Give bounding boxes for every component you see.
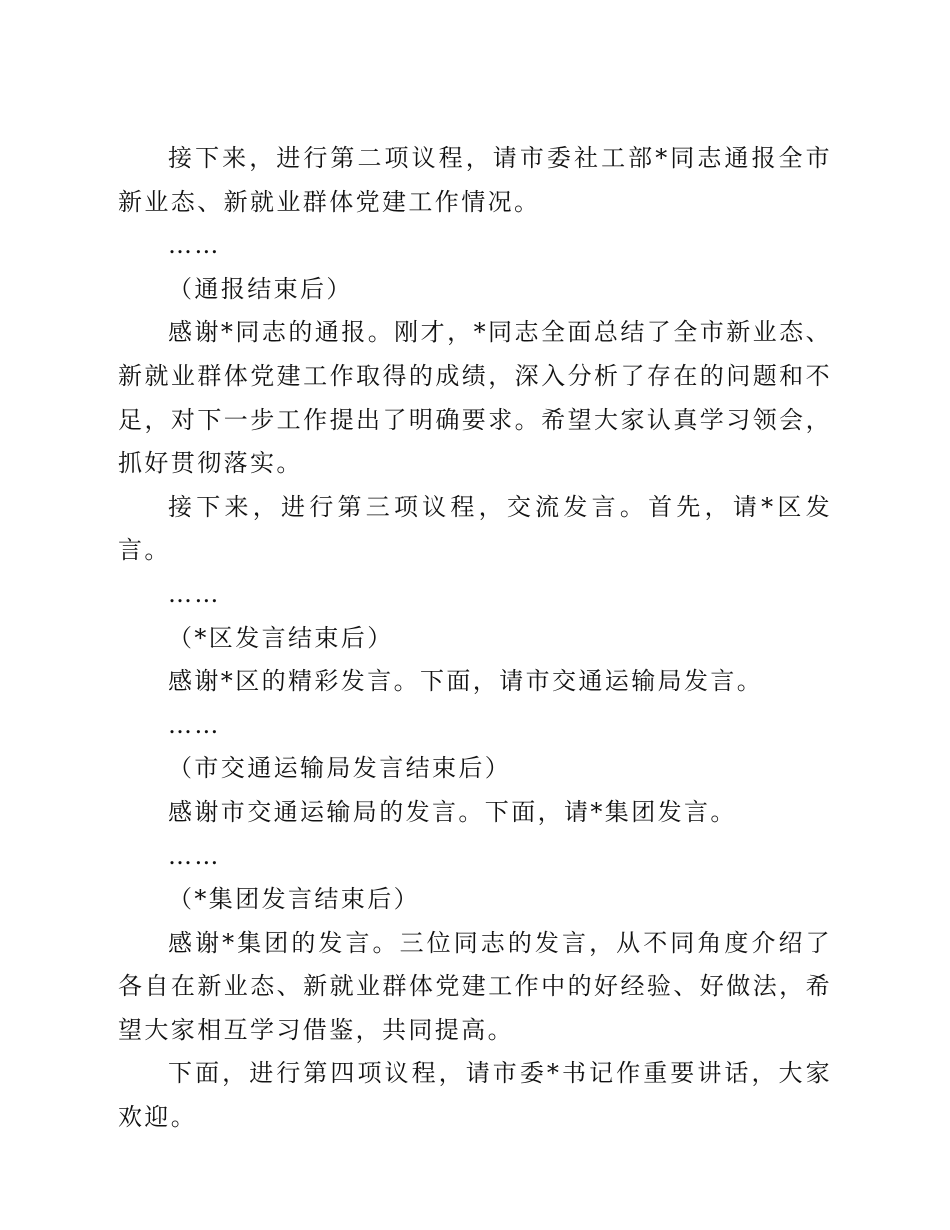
stage-note: （通报结束后） [168, 274, 353, 303]
ellipsis-line: …… [168, 710, 221, 739]
paragraph-agenda-item-four: 下面，进行第四项议程，请市委*书记作重要讲话，大家欢迎。 [118, 1059, 832, 1132]
paragraph-agenda-item-two: 接下来，进行第二项议程，请市委社工部*同志通报全市新业态、新就业群体党建工作情况。 [118, 144, 832, 216]
paragraph-agenda-item-three: 接下来，进行第三项议程，交流发言。首先，请*区发言。 [118, 492, 832, 565]
ellipsis-line: …… [168, 579, 221, 608]
ellipsis-line: …… [168, 841, 221, 870]
paragraph-thanks-report: 感谢*同志的通报。刚才，*同志全面总结了全市新业态、新就业群体党建工作取得的成绩，深入分析了存在的问题和不足，对下一步工作提出了明确要求。希望大家认真学习领会，抓好贯彻落实。 [118, 318, 832, 478]
stage-note: （市交通运输局发言结束后） [168, 754, 512, 783]
paragraph-thanks-district: 感谢*区的精彩发言。下面，请市交通运输局发言。 [168, 667, 764, 696]
stage-note: （*集团发言结束后） [168, 885, 420, 914]
ellipsis-line: …… [168, 231, 221, 260]
stage-note: （*区发言结束后） [168, 623, 394, 652]
paragraph-thanks-transport: 感谢市交通运输局的发言。下面，请*集团发言。 [168, 797, 737, 826]
paragraph-thanks-group: 感谢*集团的发言。三位同志的发言，从不同角度介绍了各自在新业态、新就业群体党建工作中的好经验、好做法，希望大家相互学习借鉴，共同提高。 [118, 928, 832, 1044]
